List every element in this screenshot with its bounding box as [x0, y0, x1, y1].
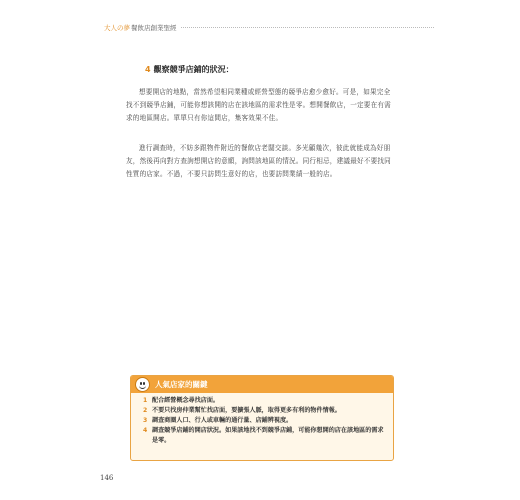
section-title: 觀察競爭店鋪的狀況：	[153, 65, 234, 74]
tip-box	[130, 375, 394, 461]
tip-item-number: 2	[143, 407, 148, 414]
section-number: 4	[145, 65, 151, 74]
header-brand: 大人の夢	[104, 23, 130, 32]
smiley-face-icon	[135, 377, 150, 392]
tip-item-number: 4	[143, 427, 148, 434]
tip-box-title: 人氣店家的關鍵	[155, 380, 208, 389]
tip-item-number: 3	[143, 417, 148, 424]
tip-item-text: 調查競爭店鋪的開店狀況。如果該地找不到競爭店鋪，可能你想開的店在該地區的需求是零。	[152, 427, 384, 444]
tip-box-header	[131, 376, 393, 393]
tip-item-number: 1	[143, 397, 148, 404]
running-header	[104, 20, 434, 34]
tip-item	[143, 406, 387, 416]
page-number: 146	[100, 474, 114, 482]
tip-item-text: 調查商圈人口、行人或車輛的通行量、店鋪辨視度。	[152, 417, 293, 424]
body-paragraph-2: 進行調查時，不妨多跟物件附近的餐飲店老闆交談。多光顧幾次，彼此就能成為好朋友，然後再向對方查詢想開店的意願，詢問該地區的情況。同行相忌，建議最好不要找同性質的店家。不過，不要只訪問生意好的店，也要訪問業績一般的店。	[126, 143, 391, 178]
tip-item-text: 配合經營概念尋找店面。	[152, 397, 220, 404]
header-subtitle: 餐飲店創業聖經	[131, 23, 177, 32]
tip-item-text: 不要只找房仲業幫忙找店面，要擴張人脈，取得更多有利的物件情報。	[152, 407, 341, 414]
body-paragraph-1: 想要開店的地點，當然希望相同業種或經營型態的競爭店愈少愈好。可是，如果完全找不到競爭店鋪，可能你想該開的店在該地區的需求性是零。想開餐飲店，一定要在有需求的地區開店。單單只有你這間店，集客效果不佳。	[126, 87, 391, 122]
section-heading	[145, 64, 234, 75]
header-rule	[181, 27, 435, 28]
tip-item	[143, 426, 387, 446]
tip-list	[131, 393, 393, 446]
tip-item	[143, 416, 387, 426]
tip-item	[143, 396, 387, 406]
